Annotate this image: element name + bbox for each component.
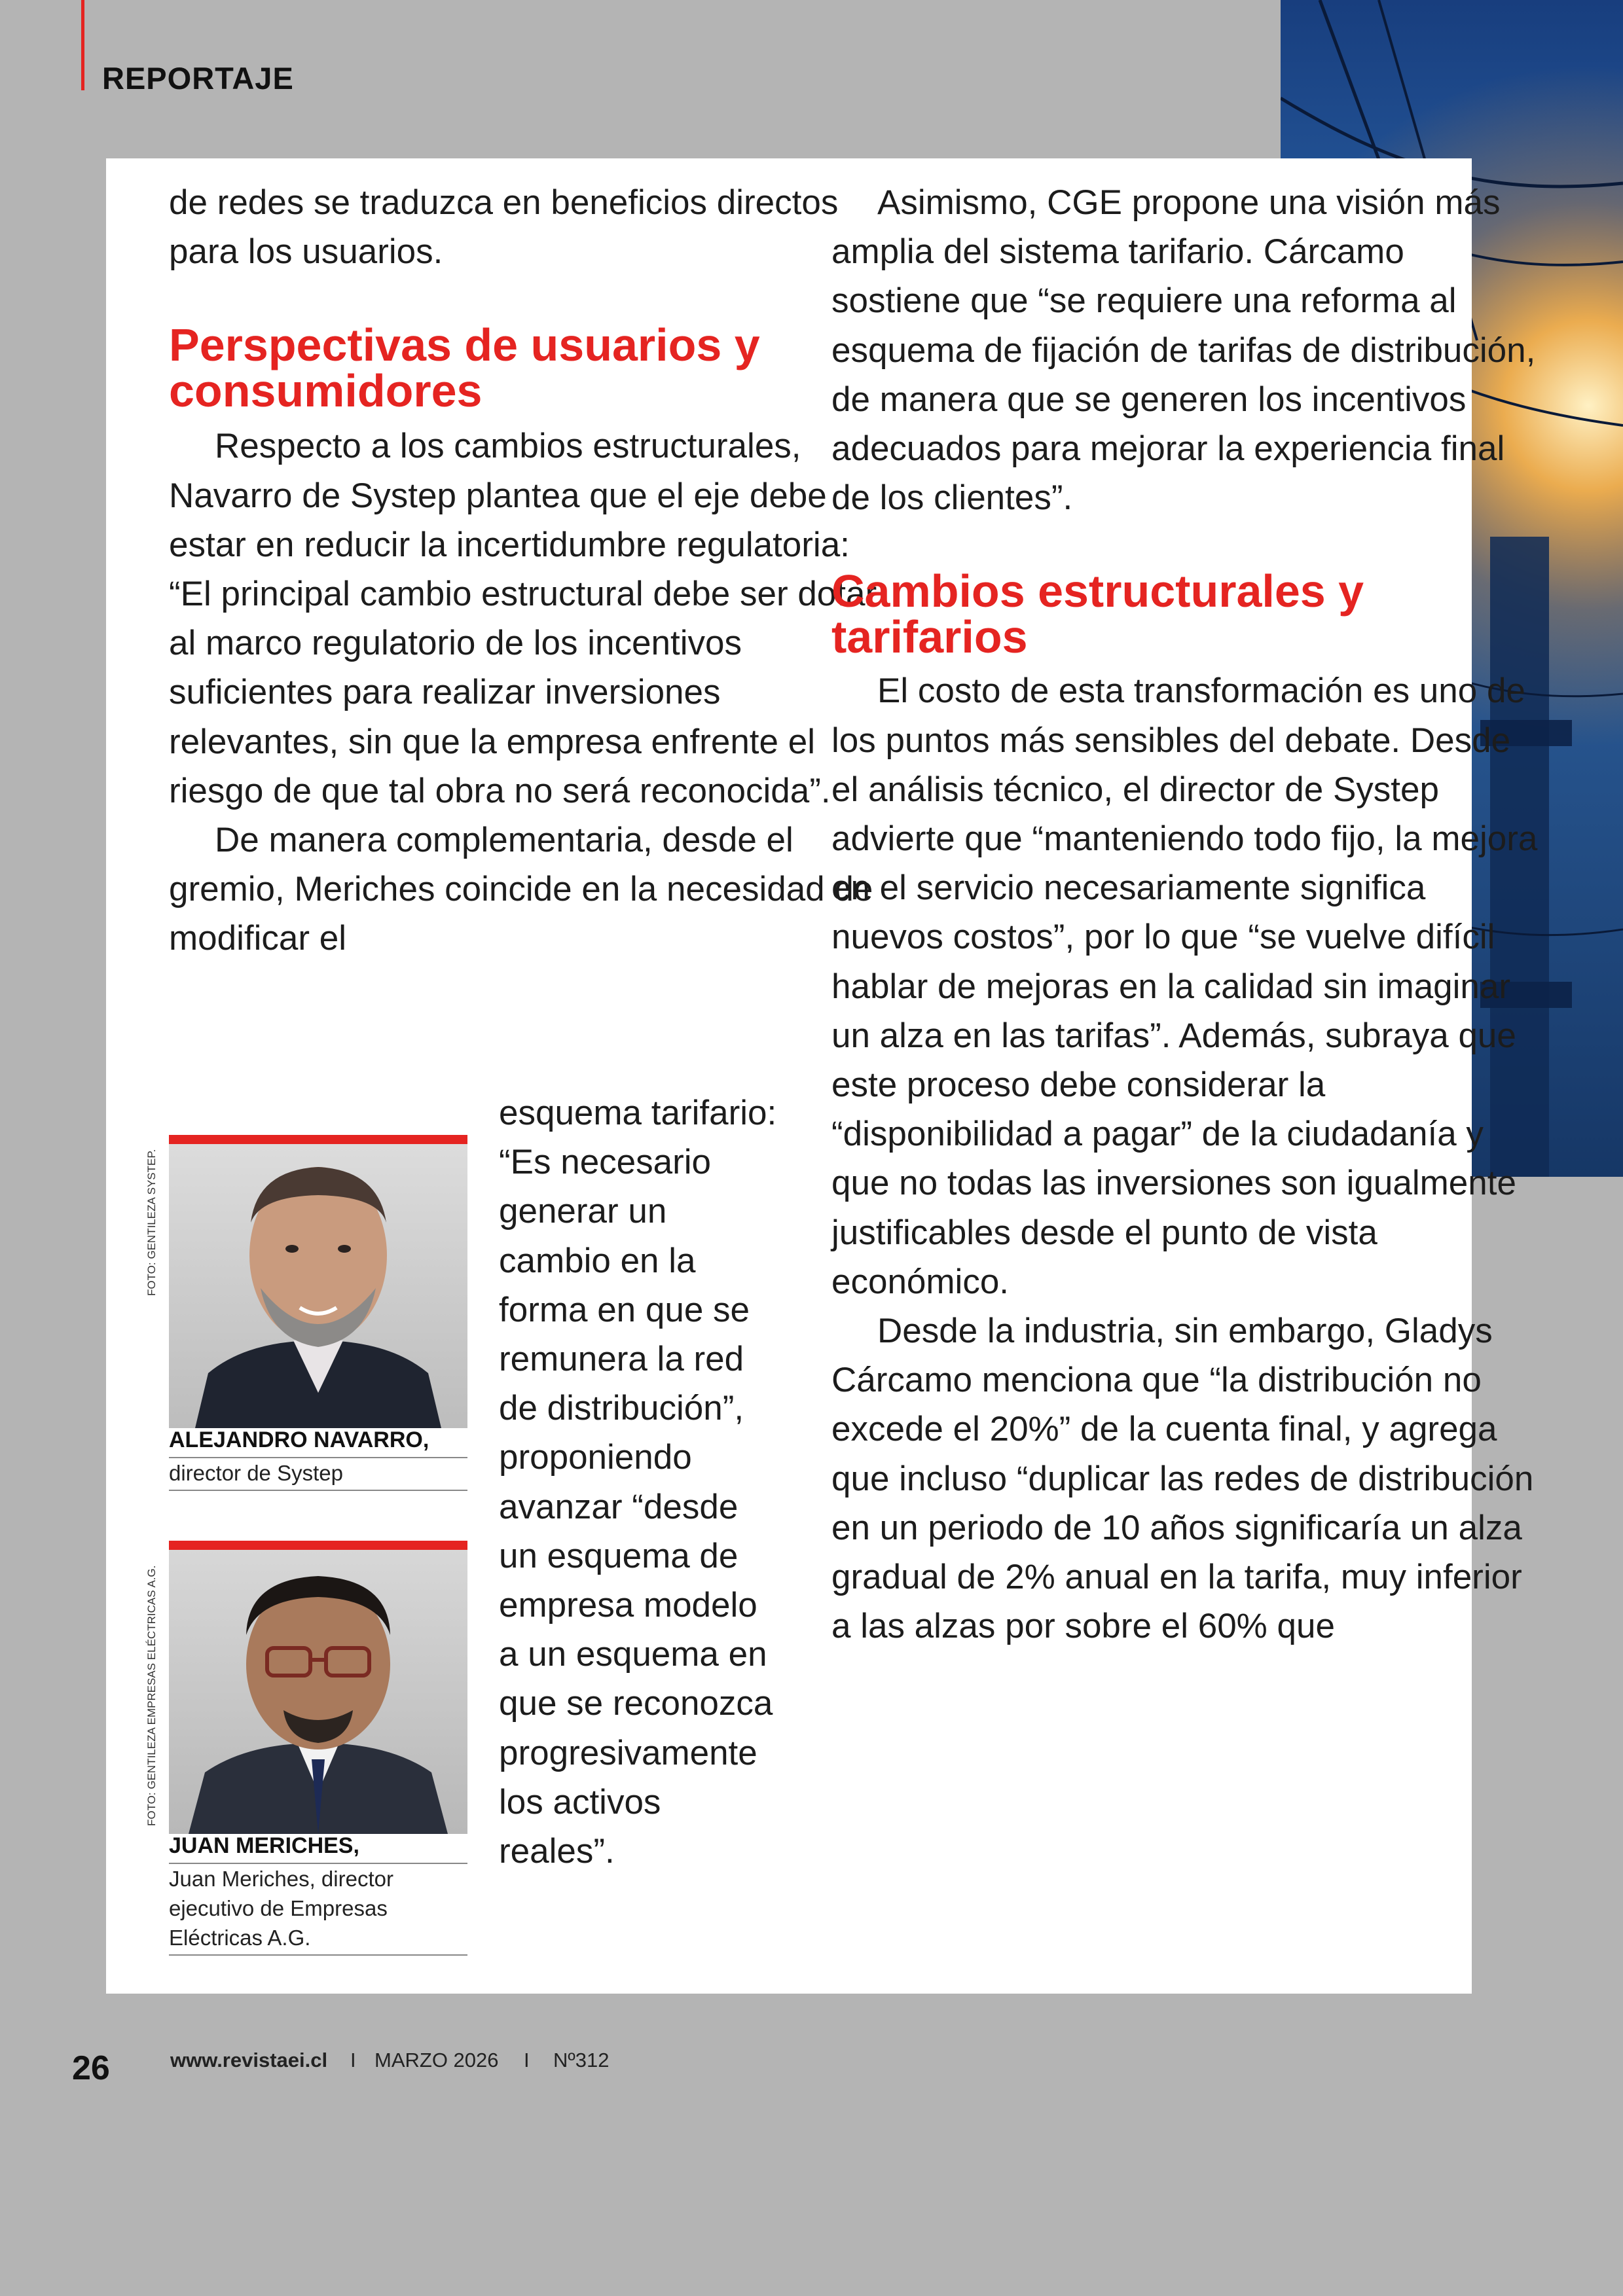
left-paragraph-3: De manera complementaria, desde el gremio, Meriches coincide en la necesidad de modificar el [169,821,873,958]
photo-caption [169,1831,467,1956]
left-paragraph-3-continued: esquema tarifario: “Es necesario generar un cambio en la forma en que se remunera la red de distribución”, proponiendo avanzar “desde un esquema de empresa modelo a un esquema en que se reconozca progresivamente los activos reales”. [499,1094,777,1871]
person-name: ALEJANDRO NAVARRO, [169,1426,467,1458]
right-paragraph-3: Desde la industria, sin embargo, Gladys Cárcamo menciona que “la distribución no excede el 20%” de la cuenta final, y agrega que incluso “duplicar las redes de distribución en un periodo de 10 años significaría un alza gradual de 2% anual en la tarifa, muy inferior a las alzas por sobre el 60% que [831,1312,1534,1646]
left-paragraph-1: de redes se traduzca en beneficios directos para los usuarios. [169,183,839,272]
photo-caption [169,1426,467,1491]
person-role: director de Systep [169,1458,467,1491]
article-card [106,158,1538,1994]
left-column [169,178,877,963]
page-number: 26 [72,2049,110,2087]
right-paragraph-1: Asimismo, CGE propone una visión más amplia del sistema tarifario. Cárcamo sostiene que “se requiere una reforma al esquema de fijación de tarifas de distribución, de manera que se generen los incentivos adecuados para mejorar la experiencia final de los clientes”. [831,183,1536,518]
right-column [831,178,1540,1651]
header-rule [81,0,84,90]
footer-date: MARZO 2026 [374,2049,499,2072]
right-paragraph-2: El costo de esta transformación es uno de los puntos más sensibles del debate. Desde el análisis técnico, el director de Systep advierte que “manteniendo todo fijo, la mejora en el servicio necesariamente significa nuevos costos”, por lo que “se vuelve difícil hablar de mejoras en la calidad sin imaginar un alza en las tarifas”. Además, subraya que este proceso debe considerar la “disponibilidad a pagar” de la ciudadanía y que no todas las inversiones son igualmente justificables desde el punto de vista económico. [831,672,1538,1301]
portrait-photo [169,1135,467,1428]
footer-separator: I [350,2049,356,2072]
footer-website: www.revistaei.cl [170,2049,328,2072]
section-label: REPORTAJE [102,61,294,96]
left-paragraph-2: Respecto a los cambios estructurales, Navarro de Systep plantea que el eje debe estar en reducir la incertidumbre regulatoria: “El principal cambio estructural debe ser dotar al marco regulatorio de los incentivos suficientes para realizar inversiones relevantes, sin que la empresa enfrente el riesgo de que tal obra no será reconocida”. [169,427,877,810]
footer-separator: I [524,2049,530,2072]
person-name: JUAN MERICHES, [169,1831,467,1864]
person-role: Juan Meriches, director ejecutivo de Empresas Eléctricas A.G. [169,1864,467,1956]
heading-perspectivas: Perspectivas de usuarios y consumidores [169,319,760,417]
footer-issue: Nº312 [553,2049,610,2072]
heading-cambios: Cambios estructurales y tarifarios [831,565,1364,663]
photo-credit: FOTO: GENTILEZA EMPRESAS ELÉCTRICAS A.G. [145,1565,158,1826]
photo-credit: FOTO: GENTILEZA SYSTEP. [145,1149,158,1296]
portrait-photo [169,1541,467,1834]
narrow-column [499,1088,780,1876]
